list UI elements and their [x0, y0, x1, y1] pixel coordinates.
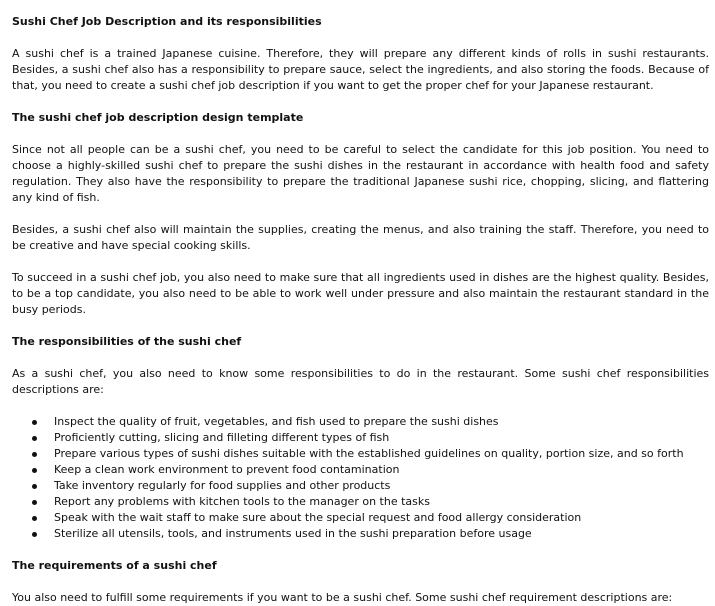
section2-paragraph-1: As a sushi chef, you also need to know some responsibilities to do in the restaurant. Some sushi chef responsibilities descriptions are:: [12, 367, 709, 396]
list-item-text: Sterilize all utensils, tools, and instruments used in the sushi preparation before usage: [54, 527, 532, 540]
list-item-text: Take inventory regularly for food supplies and other products: [54, 479, 391, 492]
list-item-text: Inspect the quality of fruit, vegetables, and fish used to prepare the sushi dishes: [54, 415, 499, 428]
list-item: [12, 446, 709, 462]
list-item-text: Speak with the wait staff to make sure about the special request and food allergy consideration: [54, 511, 582, 524]
section-heading-requirements: The requirements of a sushi chef: [12, 559, 217, 572]
list-item: [12, 478, 709, 494]
bullet-icon: [32, 436, 37, 441]
list-item-text: Report any problems with kitchen tools to the manager on the tasks: [54, 495, 430, 508]
intro-paragraph: A sushi chef is a trained Japanese cuisine. Therefore, they will prepare any different kinds of rolls in sushi restaurants. Besides, a sushi chef also has a responsibility to prepare sauce, select the ingredients, and also storing the foods. Because of that, you need to create a sushi chef job description if you want to get the proper chef for your Japanese restaurant.: [12, 47, 709, 92]
section-heading-design-template: The sushi chef job description design template: [12, 111, 304, 124]
responsibilities-list: [12, 414, 709, 542]
list-item: [12, 494, 709, 510]
list-item: [12, 414, 709, 430]
section1-paragraph-1: Since not all people can be a sushi chef, you need to be careful to select the candidate for this job position. You need to choose a highly-skilled sushi chef to prepare the sushi dishes in the restaurant in accordance with health food and safety regulation. They also have the responsibility to prepare the traditional Japanese sushi rice, chopping, slicing, and flattering any kind of fish.: [12, 143, 709, 204]
list-item: [12, 526, 709, 542]
list-item: [12, 430, 709, 446]
list-item-text: Keep a clean work environment to prevent food contamination: [54, 463, 400, 476]
list-item: [12, 462, 709, 478]
bullet-icon: [32, 516, 37, 521]
document-title: Sushi Chef Job Description and its responsibilities: [12, 15, 322, 28]
bullet-icon: [32, 452, 37, 457]
section1-paragraph-2: Besides, a sushi chef also will maintain the supplies, creating the menus, and also training the staff. Therefore, you need to be creative and have special cooking skills.: [12, 223, 709, 252]
bullet-icon: [32, 532, 37, 537]
section1-paragraph-3: To succeed in a sushi chef job, you also need to make sure that all ingredients used in dishes are the highest quality. Besides, to be a top candidate, you also need to be able to work well under pressure and also maintain the restaurant standard in the busy periods.: [12, 271, 709, 316]
section-heading-responsibilities: The responsibilities of the sushi chef: [12, 335, 242, 348]
bullet-icon: [32, 420, 37, 425]
section3-paragraph-1: You also need to fulfill some requirements if you want to be a sushi chef. Some sushi chef requirement descriptions are:: [12, 591, 673, 604]
list-item-text: Proficiently cutting, slicing and filleting different types of fish: [54, 431, 390, 444]
list-item-text: Prepare various types of sushi dishes suitable with the established guidelines on quality, portion size, and so forth: [54, 447, 684, 460]
document-body: [12, 14, 709, 606]
bullet-icon: [32, 500, 37, 505]
bullet-icon: [32, 484, 37, 489]
bullet-icon: [32, 468, 37, 473]
list-item: [12, 510, 709, 526]
